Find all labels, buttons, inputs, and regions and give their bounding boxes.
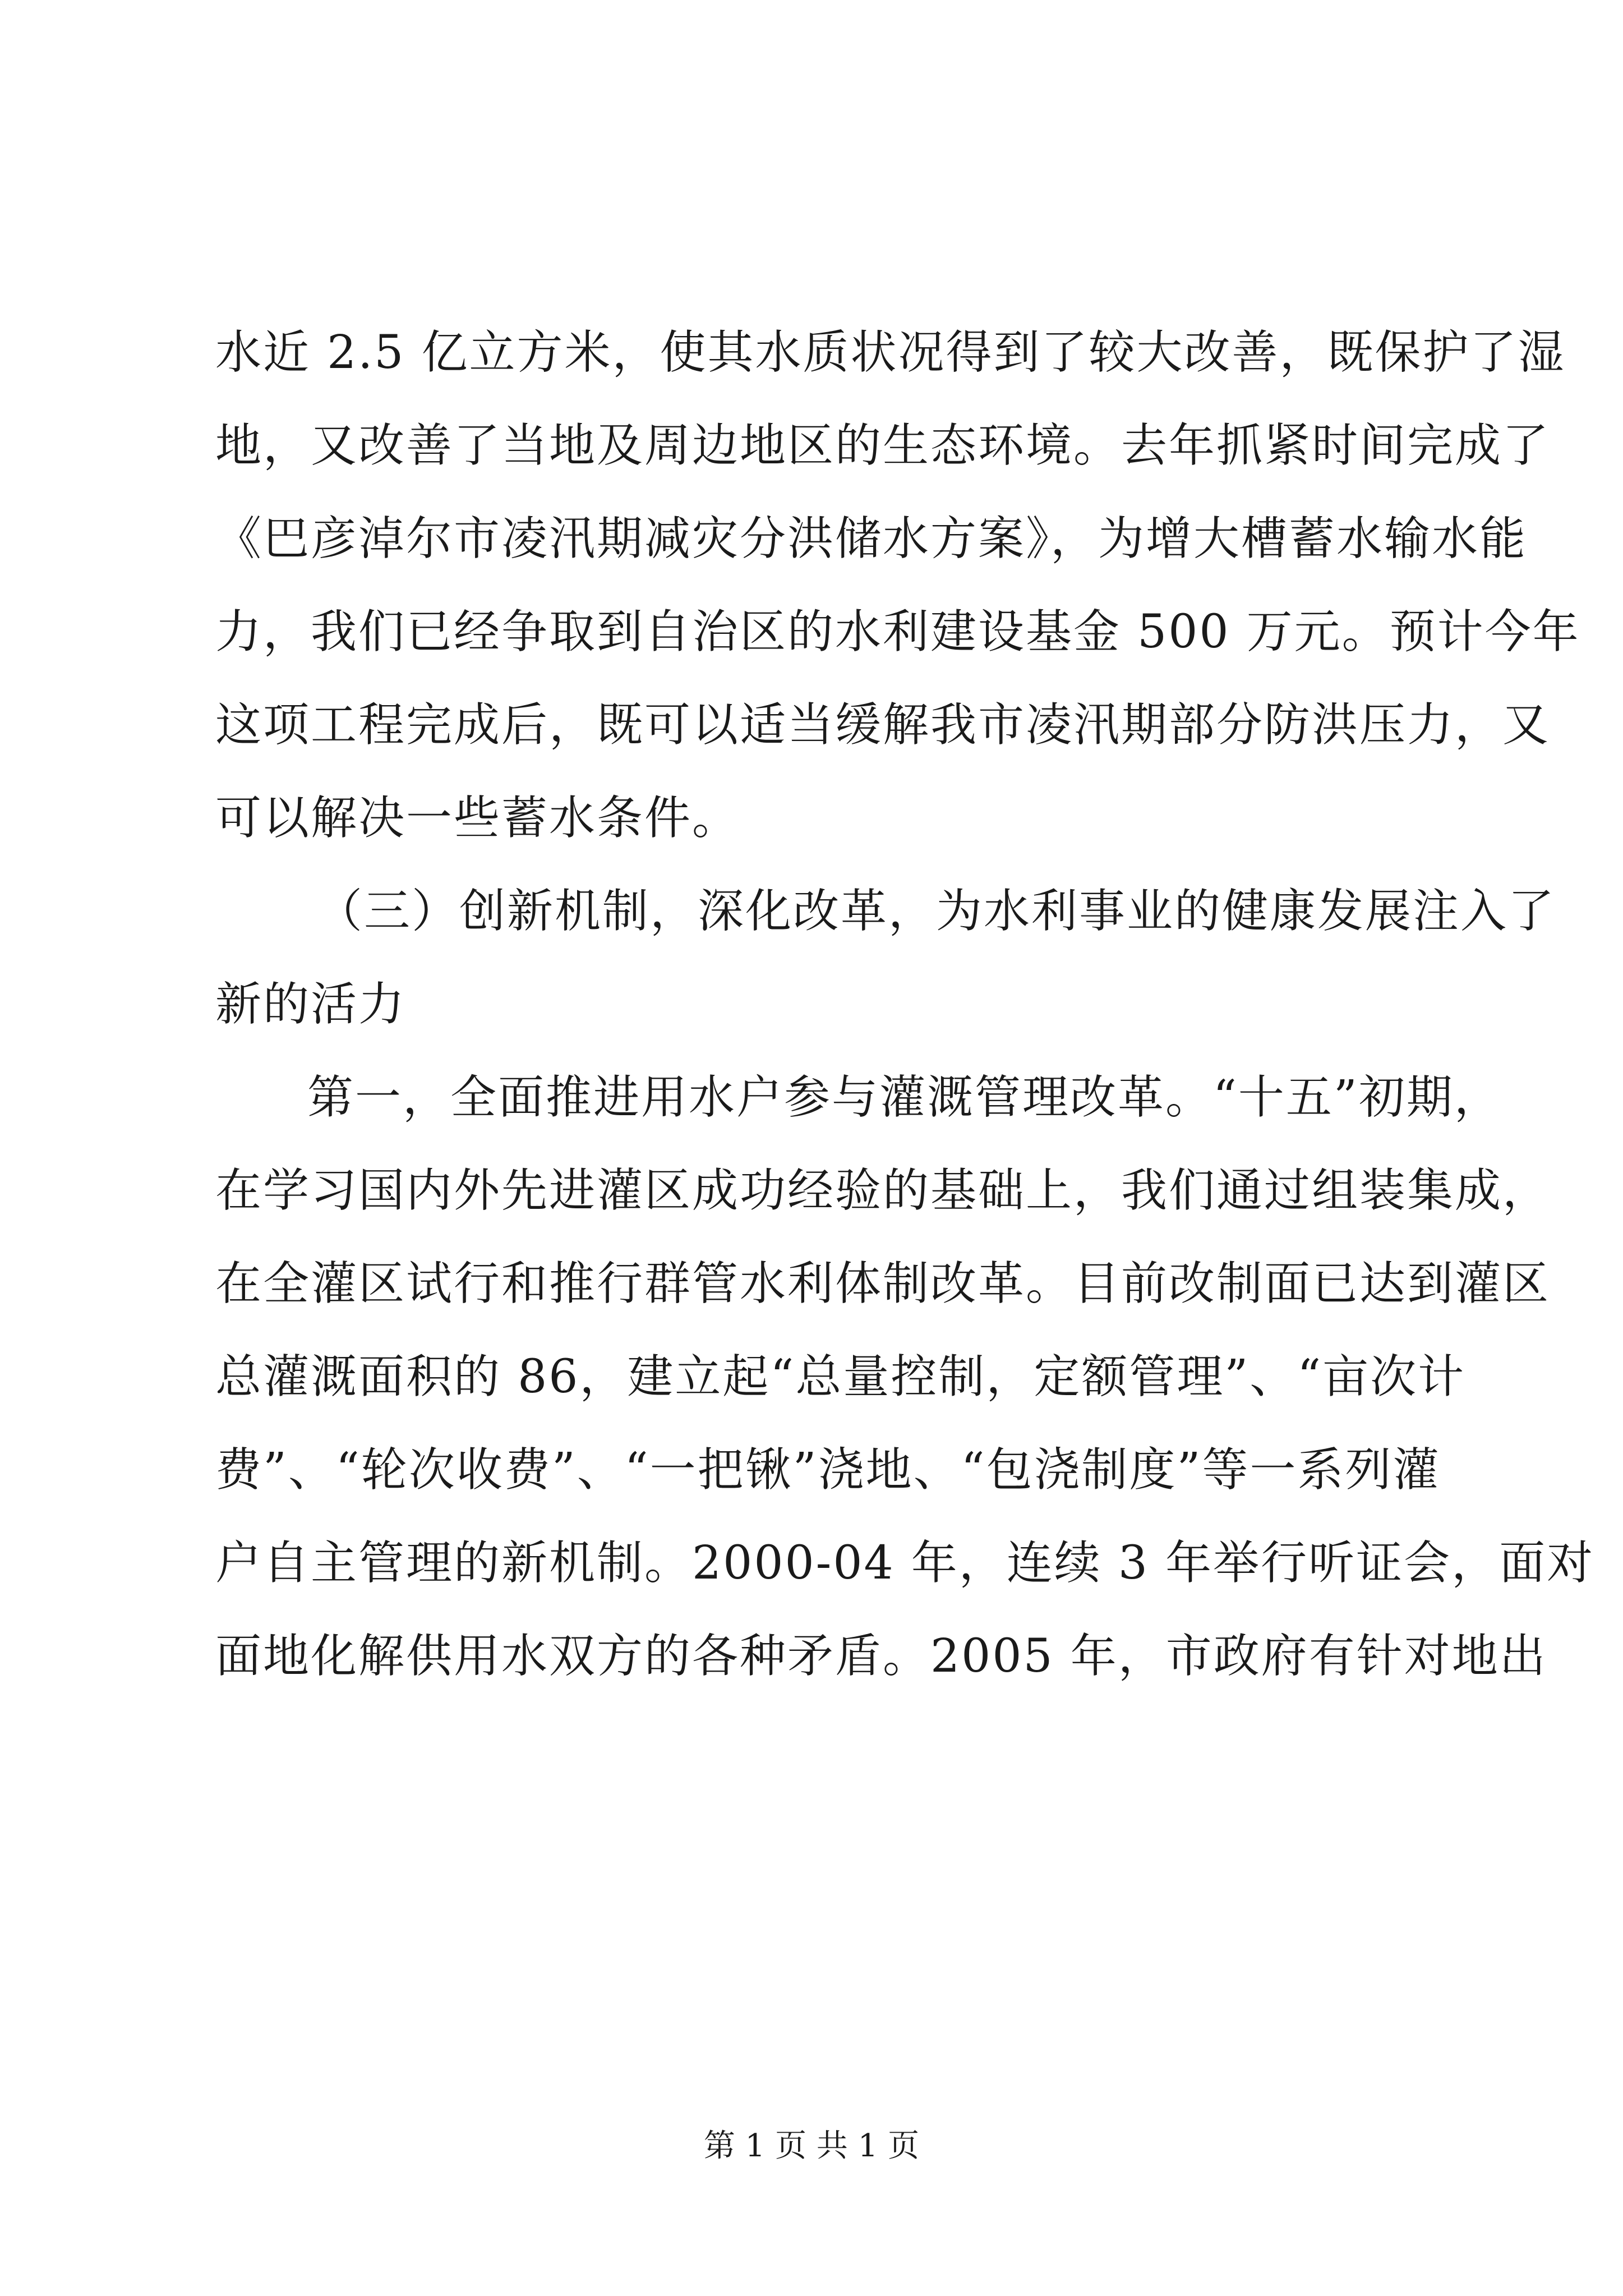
text-line: 可以解决一些蓄水条件。 [215,792,740,845]
text-line: 户自主管理的新机制。2000-04 年，连续 3 年举行听证会，面对 [215,1536,1595,1590]
text-line: 《巴彦淖尔市凌汛期减灾分洪储水方案》，为增大槽蓄水输水能 [215,512,1528,565]
text-line: 总灌溉面积的 86，建立起“总量控制，定额管理”、“亩次计 [215,1350,1466,1404]
text-line: 力，我们已经争取到自治区的水利建设基金 500 万元。预计今年 [215,605,1580,659]
text-line: 在学习国内外先进灌区成功经验的基础上，我们通过组装集成， [215,1164,1551,1217]
section-heading-line: （三）创新机制，深化改革，为水利事业的健康发展注入了 [316,885,1556,938]
text-line: 地，又改善了当地及周边地区的生态环境。去年抓紧时间完成了 [215,419,1551,472]
page-footer: 第 1 页 共 1 页 [703,2128,920,2164]
text-line: 在全灌区试行和推行群管水利体制改革。目前改制面已达到灌区 [215,1257,1551,1310]
section-heading-line: 新的活力 [215,978,407,1031]
text-line: 面地化解供用水双方的各种矛盾。2005 年，市政府有针对地出 [215,1630,1547,1683]
text-line: 水近 2.5 亿立方米，使其水质状况得到了较大改善，既保护了湿 [215,326,1566,379]
text-line: 费”、“轮次收费”、“一把锹”浇地、“包浇制度”等一系列灌 [215,1443,1441,1497]
text-line: 第一，全面推进用水户参与灌溉管理改革。“十五”初期， [307,1071,1502,1124]
text-line: 这项工程完成后，既可以适当缓解我市凌汛期部分防洪压力，又 [215,698,1551,752]
